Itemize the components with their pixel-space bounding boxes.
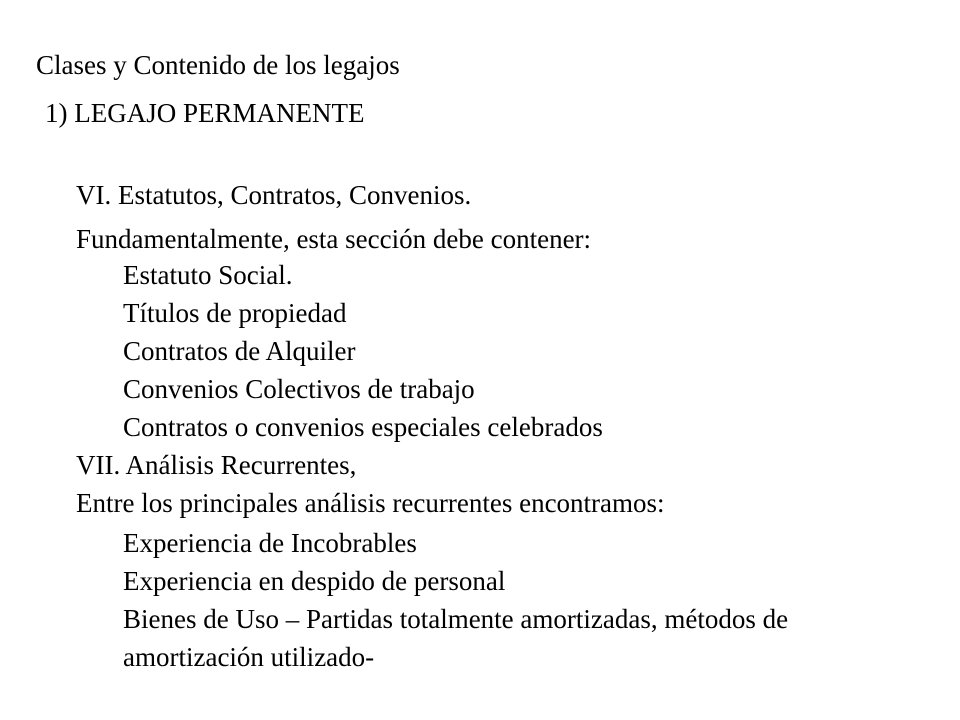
section-vi-intro: Fundamentalmente, esta sección debe contener: bbox=[76, 224, 592, 254]
list-item: Convenios Colectivos de trabajo bbox=[123, 374, 475, 404]
section-vii-intro: Entre los principales análisis recurrentes encontramos: bbox=[76, 488, 665, 518]
list-item: Estatuto Social. bbox=[123, 260, 293, 290]
slide-title: Clases y Contenido de los legajos bbox=[36, 50, 400, 80]
section-vi-heading: VI. Estatutos, Contratos, Convenios. bbox=[76, 180, 472, 210]
list-item: Experiencia en despido de personal bbox=[123, 566, 506, 596]
list-item: Bienes de Uso – Partidas totalmente amortizadas, métodos de bbox=[123, 604, 789, 634]
list-item: Contratos o convenios especiales celebrados bbox=[123, 412, 603, 442]
list-item-continuation: amortización utilizado- bbox=[123, 642, 375, 672]
list-item: Títulos de propiedad bbox=[123, 298, 347, 328]
list-item: Experiencia de Incobrables bbox=[123, 528, 417, 558]
list-item: Contratos de Alquiler bbox=[123, 336, 356, 366]
section-vii-heading: VII. Análisis Recurrentes, bbox=[76, 450, 357, 480]
slide-subtitle: 1) LEGAJO PERMANENTE bbox=[45, 98, 365, 128]
